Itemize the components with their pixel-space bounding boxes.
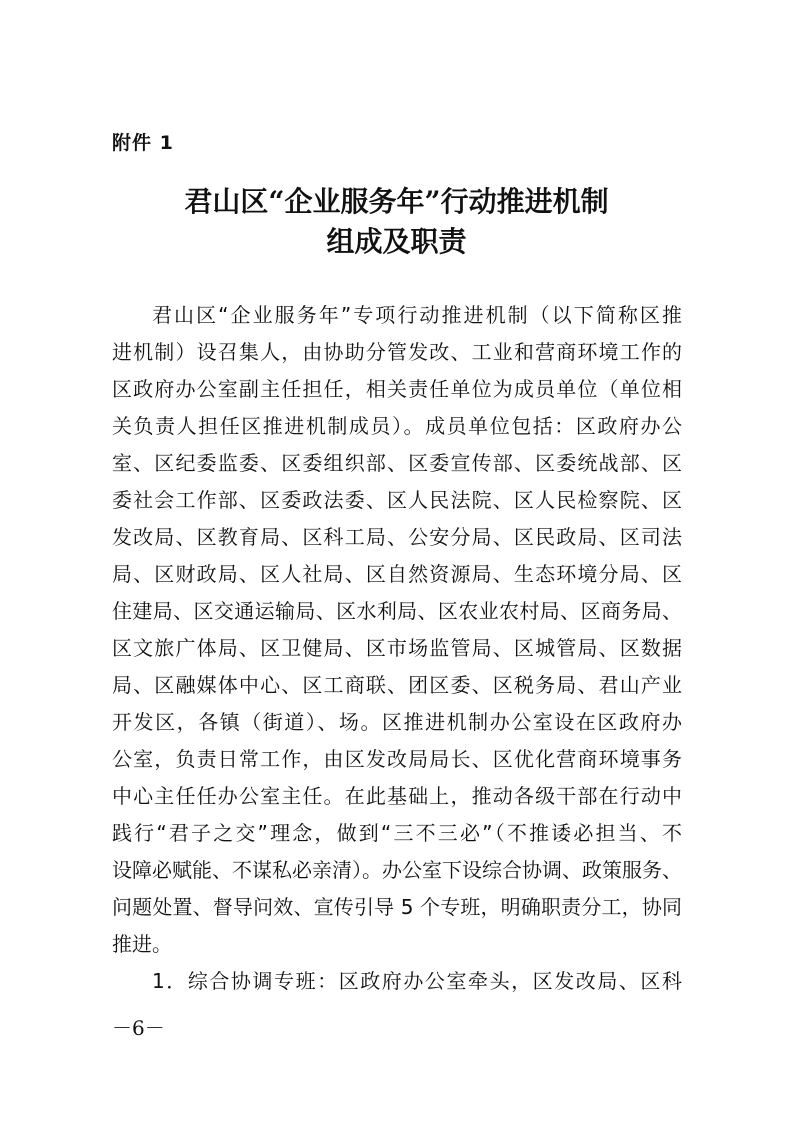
body-line: 中心主任任办公室主任。在此基础上，推动各级干部在行动中 xyxy=(112,784,682,808)
body-line: 设障必赋能、不谋私必亲清）。办公室下设综合协调、政策服务、 xyxy=(112,858,682,882)
body-line: 局、区融媒体中心、区工商联、团区委、区税务局、君山产业 xyxy=(112,673,682,697)
body-line: 开发区，各镇（街道）、场。区推进机制办公室设在区政府办 xyxy=(112,710,682,734)
body-line: 推进。 xyxy=(112,932,172,956)
attachment-label: 附件 1 xyxy=(112,132,174,154)
body-line: 室、区纪委监委、区委组织部、区委宣传部、区委统战部、区 xyxy=(112,451,682,475)
body-line: 区文旅广体局、区卫健局、区市场监管局、区城管局、区数据 xyxy=(112,636,682,660)
page-title xyxy=(0,182,793,262)
body-line: 进机制）设召集人，由协助分管发改、工业和营商环境工作的 xyxy=(112,340,682,364)
page-number: －6－ xyxy=(112,1016,165,1040)
title-line-1: 君山区“企业服务年”行动推进机制 xyxy=(184,185,609,218)
body-line: 1．综合协调专班：区政府办公室牵头，区发改局、区科 xyxy=(152,969,682,993)
body-text xyxy=(112,297,682,1000)
body-line: 局、区财政局、区人社局、区自然资源局、生态环境分局、区 xyxy=(112,562,682,586)
body-line: 问题处置、督导问效、宣传引导 5 个专班，明确职责分工，协同 xyxy=(112,895,682,919)
body-line: 住建局、区交通运输局、区水利局、区农业农村局、区商务局、 xyxy=(112,599,682,623)
body-line: 君山区“企业服务年”专项行动推进机制（以下简称区推 xyxy=(152,303,682,327)
body-line: 区政府办公室副主任担任，相关责任单位为成员单位（单位相 xyxy=(112,377,682,401)
body-line: 委社会工作部、区委政法委、区人民法院、区人民检察院、区 xyxy=(112,488,682,512)
body-line: 公室，负责日常工作，由区发改局局长、区优化营商环境事务 xyxy=(112,747,682,771)
body-line: 发改局、区教育局、区科工局、公安分局、区民政局、区司法 xyxy=(112,525,682,549)
body-line: 关负责人担任区推进机制成员）。成员单位包括：区政府办公 xyxy=(112,414,682,438)
title-line-2: 组成及职责 xyxy=(326,225,467,258)
body-line: 践行“君子之交”理念，做到“三不三必”（不推诿必担当、不 xyxy=(112,821,682,845)
